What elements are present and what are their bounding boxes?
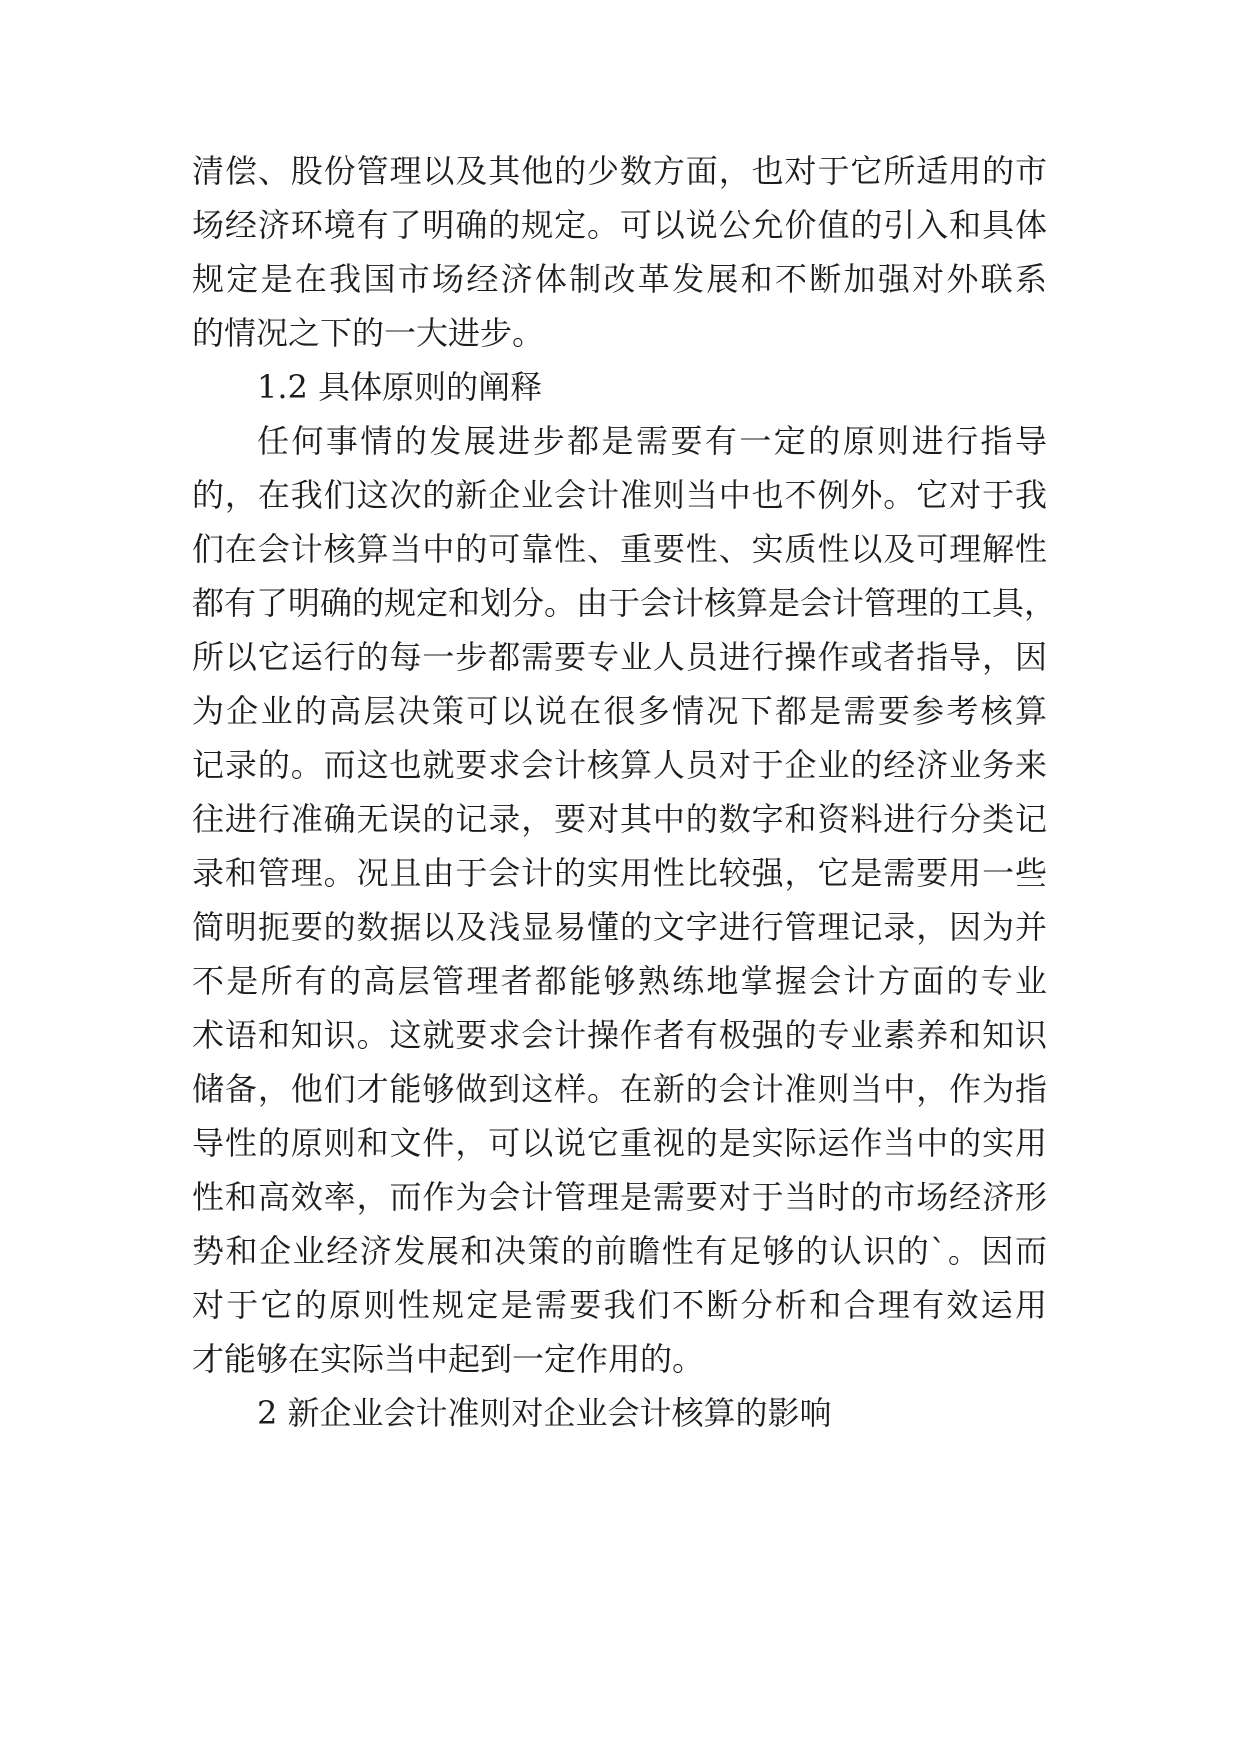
- paragraph-line: 为企业的高层决策可以说在很多情况下都是需要参考核算: [192, 692, 1047, 730]
- paragraph-line: 的情况之下的一大进步。: [192, 314, 545, 352]
- paragraph-line: 清偿、股份管理以及其他的少数方面，也对于它所适用的市: [192, 152, 1047, 190]
- paragraph-line: 任何事情的发展进步都是需要有一定的原则进行指导: [257, 422, 1047, 460]
- paragraph-line: 记录的。而这也就要求会计核算人员对于企业的经济业务来: [192, 746, 1047, 784]
- section-heading: 2 新企业会计准则对企业会计核算的影响: [257, 1394, 832, 1432]
- paragraph-line: 们在会计核算当中的可靠性、重要性、实质性以及可理解性: [192, 530, 1047, 568]
- paragraph-line: 性和高效率，而作为会计管理是需要对于当时的市场经济形: [192, 1178, 1047, 1216]
- paragraph-line: 的，在我们这次的新企业会计准则当中也不例外。它对于我: [192, 476, 1047, 514]
- paragraph-line: 简明扼要的数据以及浅显易懂的文字进行管理记录，因为并: [192, 908, 1047, 946]
- paragraph-line: 录和管理。况且由于会计的实用性比较强，它是需要用一些: [192, 854, 1047, 892]
- paragraph-line: 导性的原则和文件，可以说它重视的是实际运作当中的实用: [192, 1124, 1047, 1162]
- paragraph-line: 规定是在我国市场经济体制改革发展和不断加强对外联系: [192, 260, 1047, 298]
- paragraph-line: 才能够在实际当中起到一定作用的。: [192, 1340, 705, 1378]
- paragraph-line: 势和企业经济发展和决策的前瞻性有足够的认识的`。因而: [192, 1232, 1047, 1270]
- paragraph-line: 所以它运行的每一步都需要专业人员进行操作或者指导，因: [192, 638, 1047, 676]
- paragraph-line: 场经济环境有了明确的规定。可以说公允价值的引入和具体: [192, 206, 1047, 244]
- paragraph-line: 储备，他们才能够做到这样。在新的会计准则当中，作为指: [192, 1070, 1047, 1108]
- paragraph-line: 往进行准确无误的记录，要对其中的数字和资料进行分类记: [192, 800, 1047, 838]
- section-heading: 1.2 具体原则的阐释: [257, 368, 543, 406]
- paragraph-line: 都有了明确的规定和划分。由于会计核算是会计管理的工具，: [192, 584, 1057, 622]
- paragraph-line: 不是所有的高层管理者都能够熟练地掌握会计方面的专业: [192, 962, 1047, 1000]
- paragraph-line: 对于它的原则性规定是需要我们不断分析和合理有效运用: [192, 1286, 1047, 1324]
- paragraph-line: 术语和知识。这就要求会计操作者有极强的专业素养和知识: [192, 1016, 1047, 1054]
